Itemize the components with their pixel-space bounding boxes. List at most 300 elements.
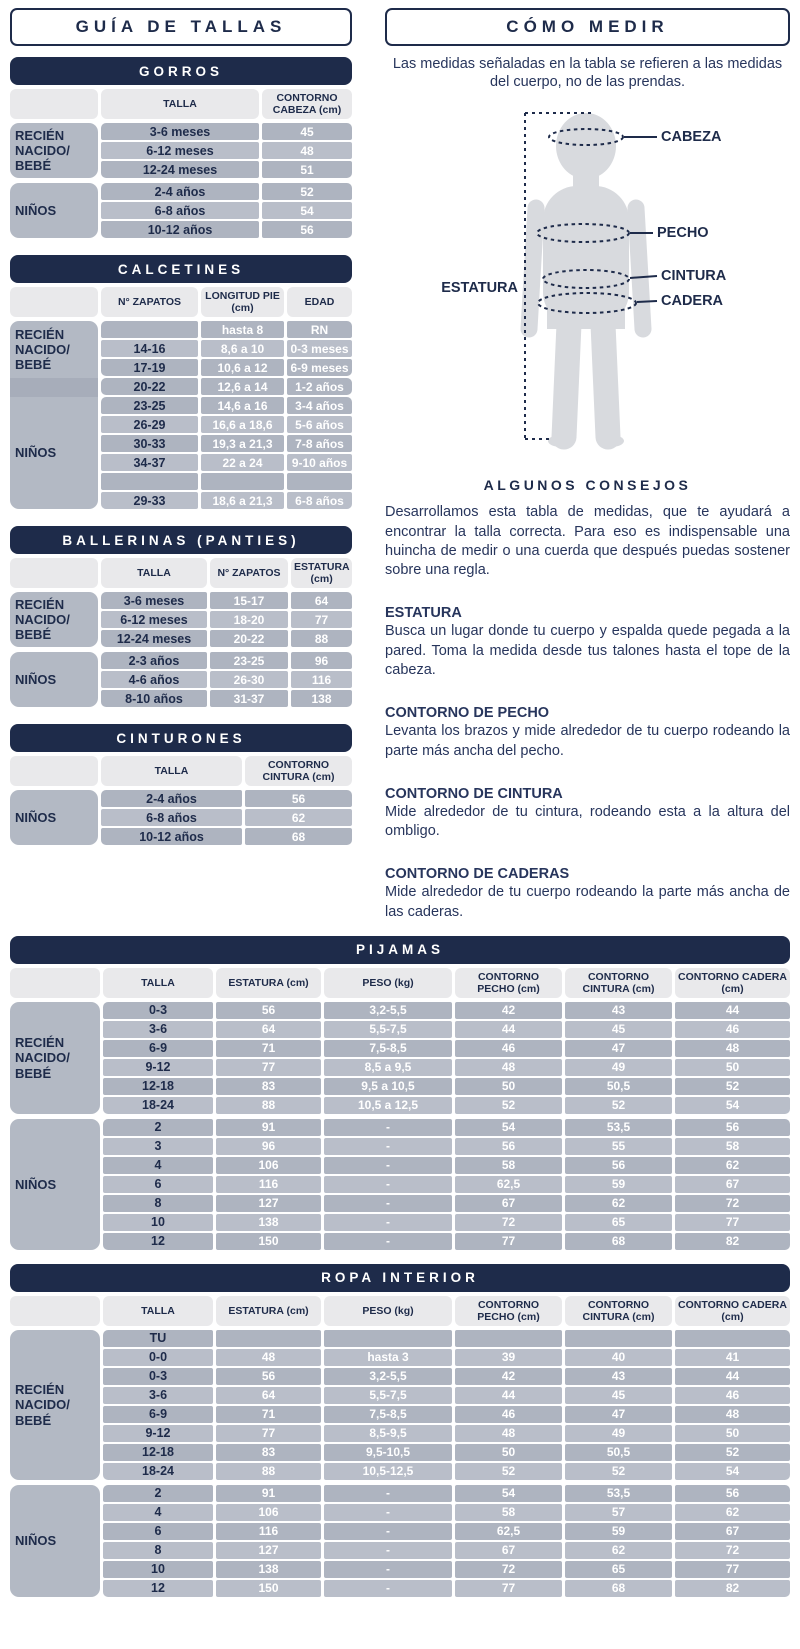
size-cell: 8-10 años: [101, 690, 207, 707]
value-cell: 58: [455, 1504, 562, 1521]
size-cell: 6-9: [103, 1040, 213, 1057]
size-cell: 3: [103, 1138, 213, 1155]
value-cell: 42: [455, 1368, 562, 1385]
value-cell: 68: [245, 828, 352, 845]
category-cell: [10, 652, 98, 707]
value-cell: 3,2-5,5: [324, 1002, 452, 1019]
value-cell: 138: [216, 1214, 321, 1231]
measure-section-title: ESTATURA: [385, 605, 462, 622]
size-cell: 2-4 años: [101, 790, 242, 807]
value-cell: [324, 1330, 452, 1347]
column-header: EDAD: [287, 287, 352, 317]
how-to-measure-title: [385, 8, 790, 46]
value-cell: 62,5: [455, 1176, 562, 1193]
consejos-text: Desarrollamos esta tabla de medidas, que te ayudará a encontrar la talla correcta. Para eso es indispensable una huincha de medir o una cuerda que después puedas sostener sobre una regla.: [385, 504, 790, 579]
cadera-label: CADERA: [661, 293, 724, 310]
size-cell: 12-18: [103, 1444, 213, 1461]
value-cell: 8,6 a 10: [201, 340, 284, 357]
value-cell: 62: [565, 1195, 672, 1212]
value-cell: -: [324, 1542, 452, 1559]
table-group: [10, 321, 352, 378]
value-cell: 53,5: [565, 1485, 672, 1502]
value-cell: 49: [565, 1425, 672, 1442]
table-group: [10, 1485, 790, 1597]
value-cell: hasta 8: [201, 321, 284, 338]
category-label: RECIÉN NACIDO/ BEBÉ: [15, 1381, 70, 1428]
measure-section-text: Mide alrededor de tu cuerpo rodeando la parte más ancha de las caderas.: [385, 884, 790, 920]
size-cell: 6-8 años: [101, 202, 259, 219]
corner-cell: [10, 756, 98, 786]
table-rows: [103, 1119, 790, 1250]
column-header: CONTORNO CADERA (cm): [675, 968, 790, 998]
table-row: [101, 454, 352, 471]
ropa-interior-table: [10, 1296, 790, 1597]
section-header-cinturones: CINTURONES: [10, 724, 352, 752]
size-cell: 6-12 meses: [101, 611, 207, 628]
how-to-measure-title-text: CÓMO MEDIR: [506, 17, 669, 36]
size-cell: 9-12: [103, 1059, 213, 1076]
column-header: CONTORNO CINTURA (cm): [565, 1296, 672, 1326]
table-rows: [101, 397, 352, 509]
value-cell: -: [324, 1561, 452, 1578]
table-row: [103, 1059, 790, 1076]
table-row: [101, 221, 352, 238]
category-cell: [10, 1002, 100, 1114]
table-row: [101, 652, 352, 669]
table-group: [10, 397, 352, 509]
category-cell: [10, 1330, 100, 1480]
value-cell: 48: [216, 1349, 321, 1366]
section-pijamas: [10, 936, 790, 1250]
header-cells: [101, 756, 352, 786]
value-cell: 77: [455, 1233, 562, 1250]
value-cell: 52: [262, 183, 352, 200]
table-rows: [101, 183, 352, 238]
value-cell: 138: [216, 1561, 321, 1578]
value-cell: 50: [455, 1078, 562, 1095]
table-row: [103, 1580, 790, 1597]
table-rows: [103, 1002, 790, 1114]
section-header-pijamas: PIJAMAS: [10, 936, 790, 964]
column-header: PESO (kg): [324, 1296, 452, 1326]
table-row: [101, 592, 352, 609]
size-cell: 12-18: [103, 1078, 213, 1095]
category-cell: [10, 790, 98, 845]
value-cell: 71: [216, 1406, 321, 1423]
value-cell: 18-20: [210, 611, 288, 628]
value-cell: 50,5: [565, 1078, 672, 1095]
column-header: N° ZAPATOS: [101, 287, 198, 317]
value-cell: -: [324, 1195, 452, 1212]
value-cell: 52: [455, 1097, 562, 1114]
measure-section-pecho: [385, 705, 790, 761]
corner-cell: [10, 968, 100, 998]
size-cell: TU: [103, 1330, 213, 1347]
value-cell: 106: [216, 1157, 321, 1174]
category-label: RECIÉN NACIDO/ BEBÉ: [15, 127, 70, 174]
table-group: [10, 652, 352, 707]
table-row: [101, 340, 352, 357]
value-cell: [201, 473, 284, 490]
table-row: [101, 416, 352, 433]
table-row: [101, 828, 352, 845]
table-row: [101, 790, 352, 807]
value-cell: 22 a 24: [201, 454, 284, 471]
size-cell: 4: [103, 1157, 213, 1174]
value-cell: 16,6 a 18,6: [201, 416, 284, 433]
size-cell: 34-37: [101, 454, 198, 471]
table-rows: [101, 652, 352, 707]
table-row: [101, 611, 352, 628]
section-ballerinas: [10, 526, 352, 707]
size-cell: 6-8 años: [101, 809, 242, 826]
value-cell: [565, 1330, 672, 1347]
category-label: NIÑOS: [15, 809, 57, 825]
measure-section-text: Mide alrededor de tu cintura, rodeando esta a la altura del ombligo.: [385, 803, 790, 840]
value-cell: 67: [455, 1542, 562, 1559]
size-guide-title: [10, 8, 352, 46]
table-body: [10, 790, 352, 845]
section-header-gorros: GORROS: [10, 57, 352, 85]
table-header-row: [10, 287, 352, 317]
value-cell: 48: [455, 1425, 562, 1442]
table-header-row: [10, 558, 352, 588]
value-cell: 12,6 a 14: [201, 378, 284, 395]
value-cell: 5-6 años: [287, 416, 352, 433]
category-cell: [10, 321, 98, 378]
category-label: NIÑOS: [15, 1533, 57, 1549]
value-cell: 58: [675, 1138, 790, 1155]
value-cell: 77: [291, 611, 352, 628]
size-cell: 20-22: [101, 378, 198, 395]
section-calcetines: [10, 255, 352, 509]
size-cell: 18-24: [103, 1463, 213, 1480]
estatura-label: ESTATURA: [441, 280, 518, 297]
size-cell: 12-24 meses: [101, 161, 259, 178]
table-group: [10, 378, 352, 397]
value-cell: 19,3 a 21,3: [201, 435, 284, 452]
size-cell: 6: [103, 1176, 213, 1193]
section-gorros: [10, 57, 352, 238]
right-column: [385, 8, 790, 922]
column-header: PESO (kg): [324, 968, 452, 998]
value-cell: -: [324, 1523, 452, 1540]
size-cell: 29-33: [101, 492, 198, 509]
pecho-label: PECHO: [657, 225, 709, 242]
header-cells: [103, 968, 790, 998]
value-cell: 91: [216, 1119, 321, 1136]
size-cell: 6-12 meses: [101, 142, 259, 159]
value-cell: [216, 1330, 321, 1347]
measure-section-estatura: [385, 605, 790, 680]
table-group: [10, 790, 352, 845]
value-cell: 44: [455, 1387, 562, 1404]
value-cell: 44: [675, 1002, 790, 1019]
value-cell: 82: [675, 1233, 790, 1250]
value-cell: 26-30: [210, 671, 288, 688]
value-cell: 77: [455, 1580, 562, 1597]
value-cell: 56: [675, 1485, 790, 1502]
value-cell: 67: [675, 1523, 790, 1540]
value-cell: 46: [675, 1387, 790, 1404]
value-cell: 62,5: [455, 1523, 562, 1540]
value-cell: 68: [565, 1233, 672, 1250]
size-cell: 2-3 años: [101, 652, 207, 669]
table-row: [103, 1504, 790, 1521]
measure-section-caderas: [385, 866, 790, 922]
size-cell: 2-4 años: [101, 183, 259, 200]
value-cell: 18,6 a 21,3: [201, 492, 284, 509]
size-cell: 8: [103, 1542, 213, 1559]
table-row: [101, 473, 352, 490]
value-cell: 0-3 meses: [287, 340, 352, 357]
value-cell: 48: [675, 1040, 790, 1057]
size-cell: [101, 321, 198, 338]
value-cell: 48: [455, 1059, 562, 1076]
column-header: N° ZAPATOS: [210, 558, 288, 588]
size-cell: 3-6: [103, 1021, 213, 1038]
section-header-ropa-interior: ROPA INTERIOR: [10, 1264, 790, 1292]
value-cell: 7-8 años: [287, 435, 352, 452]
value-cell: 56: [262, 221, 352, 238]
value-cell: 8,5-9,5: [324, 1425, 452, 1442]
value-cell: 10,6 a 12: [201, 359, 284, 376]
size-cell: 18-24: [103, 1097, 213, 1114]
corner-cell: [10, 1296, 100, 1326]
calcetines-table: [10, 287, 352, 509]
table-rows: [101, 378, 352, 397]
table-rows: [101, 321, 352, 378]
value-cell: 46: [455, 1406, 562, 1423]
value-cell: hasta 3: [324, 1349, 452, 1366]
table-row: [101, 359, 352, 376]
value-cell: 72: [675, 1195, 790, 1212]
value-cell: 55: [565, 1138, 672, 1155]
cadera-leader-line: [637, 301, 657, 302]
value-cell: 62: [245, 809, 352, 826]
top-columns: [10, 8, 790, 922]
table-row: [103, 1138, 790, 1155]
measure-section-text: Busca un lugar donde tu cuerpo y espalda quede pegada a la pared. Toma la medida desde tus talones hasta el tope de la cabeza.: [385, 623, 790, 678]
value-cell: 88: [291, 630, 352, 647]
value-cell: 53,5: [565, 1119, 672, 1136]
table-rows: [103, 1485, 790, 1597]
measure-intro-text: Las medidas señaladas en la tabla se refieren a las medidas del cuerpo, no de las prendas.: [392, 56, 783, 91]
value-cell: 77: [675, 1561, 790, 1578]
value-cell: 88: [216, 1463, 321, 1480]
value-cell: 116: [216, 1176, 321, 1193]
size-cell: 0-3: [103, 1002, 213, 1019]
value-cell: 58: [455, 1157, 562, 1174]
value-cell: 46: [675, 1021, 790, 1038]
table-row: [103, 1157, 790, 1174]
value-cell: 46: [455, 1040, 562, 1057]
value-cell: 44: [455, 1021, 562, 1038]
table-row: [103, 1542, 790, 1559]
value-cell: 77: [216, 1059, 321, 1076]
value-cell: 48: [675, 1406, 790, 1423]
value-cell: 56: [216, 1368, 321, 1385]
value-cell: 72: [455, 1214, 562, 1231]
table-row: [101, 321, 352, 338]
size-cell: 14-16: [101, 340, 198, 357]
value-cell: 8,5 a 9,5: [324, 1059, 452, 1076]
value-cell: 44: [675, 1368, 790, 1385]
value-cell: 23-25: [210, 652, 288, 669]
table-row: [103, 1330, 790, 1347]
value-cell: 15-17: [210, 592, 288, 609]
table-row: [101, 183, 352, 200]
value-cell: [455, 1330, 562, 1347]
value-cell: 45: [565, 1021, 672, 1038]
value-cell: 42: [455, 1002, 562, 1019]
value-cell: 65: [565, 1214, 672, 1231]
size-cell: 0-0: [103, 1349, 213, 1366]
category-cell: [10, 397, 98, 509]
header-cells: [101, 287, 352, 317]
table-row: [103, 1561, 790, 1578]
cintura-label: CINTURA: [661, 268, 727, 285]
size-cell: 26-29: [101, 416, 198, 433]
value-cell: 7,5-8,5: [324, 1040, 452, 1057]
value-cell: 65: [565, 1561, 672, 1578]
value-cell: 62: [675, 1504, 790, 1521]
value-cell: 50: [455, 1444, 562, 1461]
value-cell: 52: [565, 1097, 672, 1114]
size-cell: 0-3: [103, 1368, 213, 1385]
table-row: [101, 671, 352, 688]
gorros-table: [10, 89, 352, 238]
table-group: [10, 123, 352, 178]
size-cell: 12: [103, 1580, 213, 1597]
column-header: LONGITUD PIE (cm): [201, 287, 284, 317]
table-row: [101, 378, 352, 395]
value-cell: 47: [565, 1040, 672, 1057]
measure-section-title: CONTORNO DE CADERAS: [385, 866, 570, 883]
value-cell: 3-4 años: [287, 397, 352, 414]
table-row: [103, 1387, 790, 1404]
size-cell: 30-33: [101, 435, 198, 452]
section-ropa-interior: [10, 1264, 790, 1597]
section-header-calcetines: CALCETINES: [10, 255, 352, 283]
value-cell: 9,5 a 10,5: [324, 1078, 452, 1095]
value-cell: 96: [291, 652, 352, 669]
table-header-row: [10, 968, 790, 998]
value-cell: 77: [216, 1425, 321, 1442]
value-cell: 56: [216, 1002, 321, 1019]
category-cell: [10, 592, 98, 647]
column-header: CONTORNO CINTURA (cm): [245, 756, 352, 786]
table-row: [103, 1233, 790, 1250]
value-cell: 7,5-8,5: [324, 1406, 452, 1423]
cabeza-label: CABEZA: [661, 129, 722, 146]
value-cell: -: [324, 1214, 452, 1231]
value-cell: 138: [291, 690, 352, 707]
value-cell: [287, 473, 352, 490]
table-body: [10, 592, 352, 707]
value-cell: 50,5: [565, 1444, 672, 1461]
value-cell: 62: [565, 1542, 672, 1559]
value-cell: 54: [262, 202, 352, 219]
consejos-title: ALGUNOS CONSEJOS: [483, 477, 692, 494]
value-cell: 67: [455, 1195, 562, 1212]
value-cell: 88: [216, 1097, 321, 1114]
size-cell: 3-6 meses: [101, 592, 207, 609]
value-cell: 9-10 años: [287, 454, 352, 471]
value-cell: RN: [287, 321, 352, 338]
size-cell: 4-6 años: [101, 671, 207, 688]
value-cell: 40: [565, 1349, 672, 1366]
table-row: [103, 1368, 790, 1385]
column-header: CONTORNO CINTURA (cm): [565, 968, 672, 998]
size-cell: 6: [103, 1523, 213, 1540]
table-row: [103, 1523, 790, 1540]
category-label: NIÑOS: [15, 671, 57, 687]
table-row: [101, 809, 352, 826]
size-cell: 4: [103, 1504, 213, 1521]
category-cell: [10, 123, 98, 178]
category-label: RECIÉN NACIDO/ BEBÉ: [15, 1034, 70, 1081]
value-cell: 77: [675, 1214, 790, 1231]
value-cell: 20-22: [210, 630, 288, 647]
value-cell: 150: [216, 1580, 321, 1597]
table-header-row: [10, 756, 352, 786]
value-cell: -: [324, 1138, 452, 1155]
category-cell: [10, 183, 98, 238]
value-cell: 106: [216, 1504, 321, 1521]
value-cell: -: [324, 1233, 452, 1250]
value-cell: 72: [675, 1542, 790, 1559]
size-cell: 6-9: [103, 1406, 213, 1423]
value-cell: 91: [216, 1485, 321, 1502]
column-header: TALLA: [101, 89, 259, 119]
value-cell: 43: [565, 1368, 672, 1385]
value-cell: 57: [565, 1504, 672, 1521]
ballerinas-table: [10, 558, 352, 707]
value-cell: 50: [675, 1425, 790, 1442]
category-label: NIÑOS: [15, 1176, 57, 1192]
table-row: [103, 1040, 790, 1057]
category-label: RECIÉN NACIDO/ BEBÉ: [15, 326, 70, 373]
column-header: ESTATURA (cm): [216, 968, 321, 998]
size-cell: 8: [103, 1195, 213, 1212]
table-header-row: [10, 1296, 790, 1326]
category-cell: [10, 378, 98, 397]
table-row: [101, 142, 352, 159]
value-cell: 56: [245, 790, 352, 807]
table-row: [103, 1485, 790, 1502]
table-body: [10, 123, 352, 238]
value-cell: -: [324, 1119, 452, 1136]
size-cell: 2: [103, 1485, 213, 1502]
value-cell: 6-8 años: [287, 492, 352, 509]
table-row: [103, 1097, 790, 1114]
value-cell: 14,6 a 16: [201, 397, 284, 414]
value-cell: 56: [565, 1157, 672, 1174]
table-row: [103, 1119, 790, 1136]
value-cell: 64: [216, 1021, 321, 1038]
table-group: [10, 592, 352, 647]
header-cells: [101, 558, 352, 588]
size-cell: 10-12 años: [101, 828, 242, 845]
measure-section-title: CONTORNO DE PECHO: [385, 705, 550, 722]
size-cell: [101, 473, 198, 490]
value-cell: 116: [216, 1523, 321, 1540]
size-cell: 12: [103, 1233, 213, 1250]
value-cell: 54: [675, 1463, 790, 1480]
value-cell: 3,2-5,5: [324, 1368, 452, 1385]
table-body: [10, 1330, 790, 1597]
